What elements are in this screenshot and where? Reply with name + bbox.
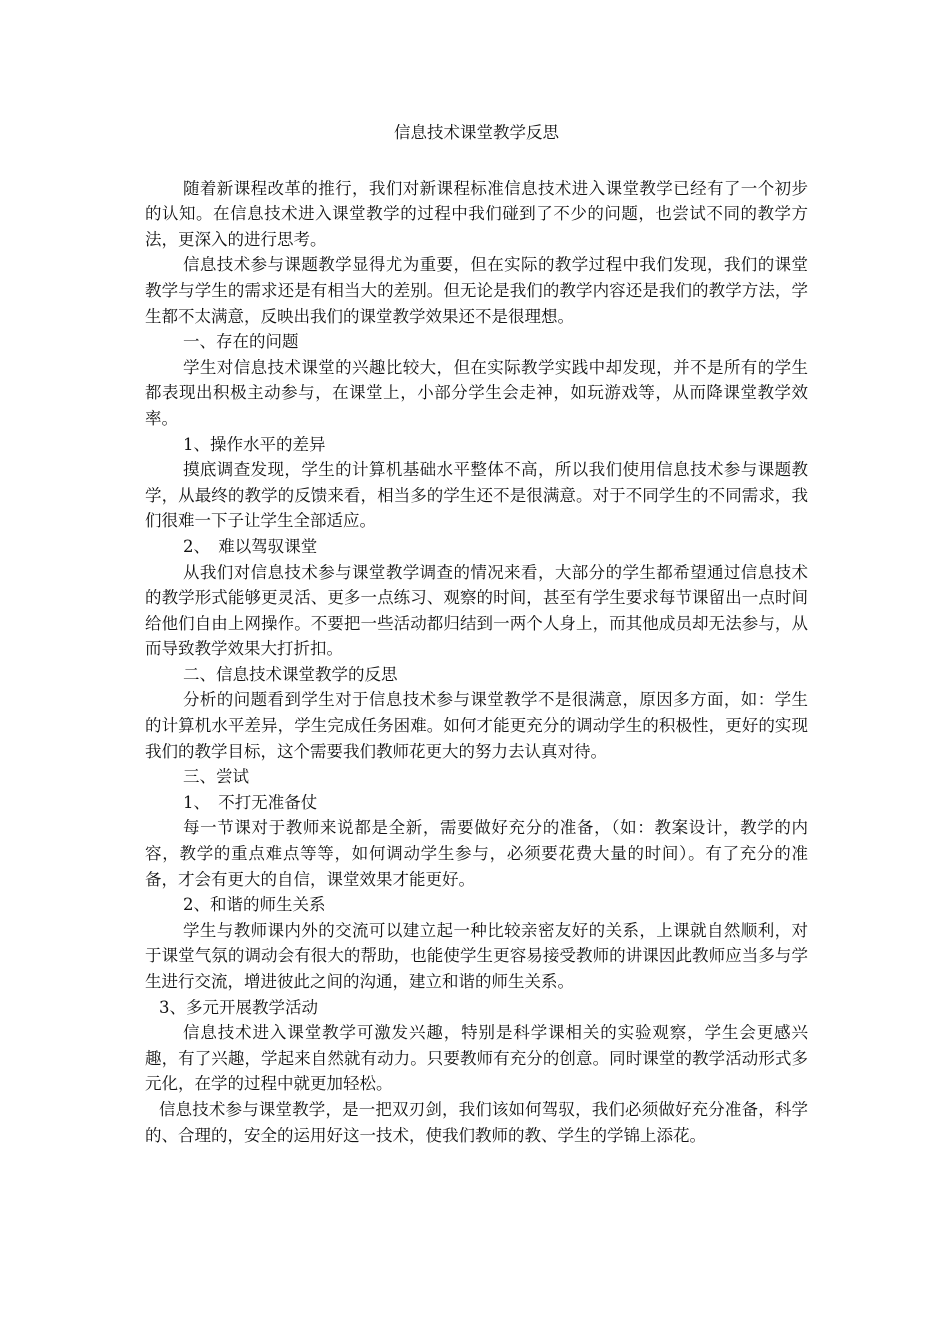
paragraph-intro: 随着新课程改革的推行，我们对新课程标准信息技术进入课堂教学已经有了一个初步的认知。在信息技术进入课堂教学的过程中我们碰到了不少的问题，也尝试不同的教学方法，更深入的进行思考。 — [145, 178, 808, 249]
paragraph-interest: 学生对信息技术课堂的兴趣比较大，但在实际教学实践中却发现，并不是所有的学生都表现出积极主动参与，在课堂上，小部分学生会走神，如玩游戏等，从而降课堂教学效率。 — [145, 357, 808, 428]
paragraph-classroom-control: 从我们对信息技术参与课堂教学调查的情况来看，大部分的学生都希望通过信息技术的教学形式能够更灵活、更多一点练习、观察的时间，甚至有学生要求每节课留出一点时间给他们自由上网操作。不要把一些活动都归结到一两个人身上，而其他成员却无法参与，从而导致教学效果大打折扣。 — [145, 562, 808, 659]
subheading-preparation: 1、 不打无准备仗 — [183, 792, 318, 812]
document-title: 信息技术课堂教学反思 — [394, 123, 559, 142]
paragraph-relationship: 学生与教师课内外的交流可以建立起一种比较亲密友好的关系，上课就自然顺利，对于课堂气氛的调动会有很大的帮助，也能使学生更容易接受教师的讲课因此教师应当多与学生进行交流，增进彼此之间的沟通，建立和谐的师生关系。 — [145, 920, 808, 991]
subheading-skill-gap: 1、操作水平的差异 — [183, 434, 326, 454]
paragraph-reflection: 分析的问题看到学生对于信息技术参与课堂教学不是很满意，原因多方面，如：学生的计算机水平差异，学生完成任务困难。如何才能更充分的调动学生的积极性，更好的实现我们的教学目标，这个需要我们教师花更大的努力去认真对待。 — [145, 690, 808, 761]
paragraph-conclusion: 信息技术参与课堂教学，是一把双刃剑，我们该如何驾驭，我们必须做好充分准备，科学的、合理的，安全的运用好这一技术，使我们教师的教、学生的学锦上添花。 — [145, 1099, 808, 1145]
subheading-activities: 3、多元开展教学活动 — [159, 997, 318, 1017]
subheading-classroom-control: 2、 难以驾驭课堂 — [183, 536, 318, 556]
subheading-relationship: 2、和谐的师生关系 — [183, 895, 326, 915]
section-heading-reflection: 二、信息技术课堂教学的反思 — [183, 664, 398, 684]
paragraph-importance: 信息技术参与课题教学显得尤为重要，但在实际的教学过程中我们发现，我们的课堂教学与学生的需求还是有相当大的差别。但无论是我们的教学内容还是我们的教学方法，学生都不太满意，反映出我们的课堂教学效果还不是很理想。 — [145, 255, 808, 326]
section-heading-problems: 一、存在的问题 — [183, 332, 299, 352]
paragraph-activities: 信息技术进入课堂教学可激发兴趣，特别是科学课相关的实验观察，学生会更感兴趣，有了兴趣，学起来自然就有动力。只要教师有充分的创意。同时课堂的教学活动形式多元化，在学的过程中就更加轻松。 — [145, 1023, 808, 1094]
paragraph-skill-gap: 摸底调查发现，学生的计算机基础水平整体不高，所以我们使用信息技术参与课题教学，从最终的教学的反馈来看，相当多的学生还不是很满意。对于不同学生的不同需求，我们很难一下子让学生全部适应。 — [145, 460, 808, 531]
section-heading-attempts: 三、尝试 — [183, 767, 249, 787]
document-page — [145, 120, 808, 1148]
paragraph-preparation: 每一节课对于教师来说都是全新，需要做好充分的准备，（如：教案设计，教学的内容，教学的重点难点等等，如何调动学生参与，必须要花费大量的时间）。有了充分的准备，才会有更大的自信，课堂效果才能更好。 — [145, 818, 808, 889]
